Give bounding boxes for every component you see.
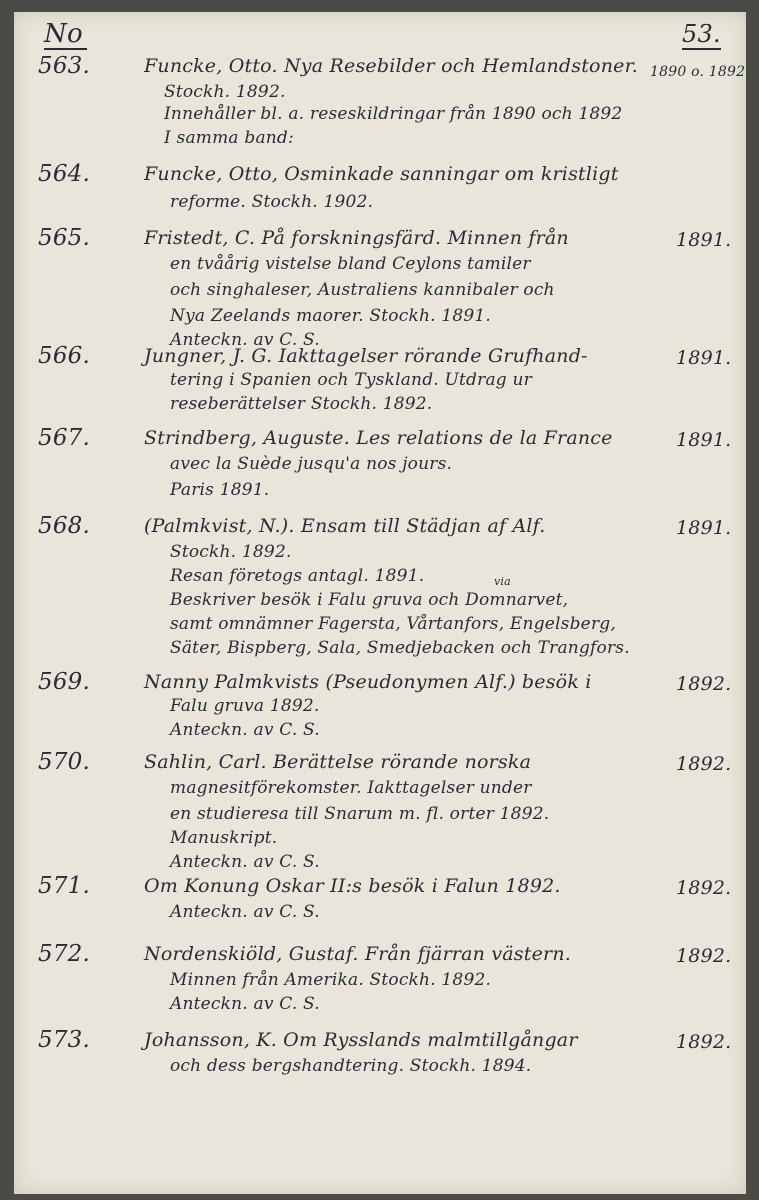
entry-line: Strindberg, Auguste. Les relations de la France bbox=[144, 427, 613, 449]
entry-number: 564. bbox=[38, 161, 91, 187]
entry-line: Om Konung Oskar II:s besök i Falun 1892. bbox=[144, 875, 561, 897]
entry-line: tering i Spanien och Tyskland. Utdrag ur bbox=[170, 370, 532, 390]
entry-line: Johansson, K. Om Rysslands malmtillgångar bbox=[144, 1029, 578, 1051]
entry-line: en studieresa till Snarum m. fl. orter 1892. bbox=[170, 804, 550, 824]
entry-line: avec la Suède jusqu'a nos jours. bbox=[170, 454, 453, 474]
entry-line: Minnen från Amerika. Stockh. 1892. bbox=[170, 970, 492, 990]
entry-line: Anteckn. av C. S. bbox=[170, 330, 320, 350]
entry-year: 1892. bbox=[676, 877, 732, 899]
entry-line: Anteckn. av C. S. bbox=[170, 994, 320, 1014]
entry-year: 1891. bbox=[676, 347, 732, 369]
entry-number: 563. bbox=[38, 53, 91, 79]
entry-line: och singhaleser, Australiens kannibaler och bbox=[170, 280, 555, 300]
entry-line: Funcke, Otto, Osminkade sanningar om kristligt bbox=[144, 163, 619, 185]
entry-line: samt omnämner Fagersta, Vårtanfors, Engelsberg, bbox=[170, 614, 616, 634]
entry-line: en tvåårig vistelse bland Ceylons tamiler bbox=[170, 254, 531, 274]
entry-line: magnesitförekomster. Iakttagelser under bbox=[170, 778, 532, 798]
entry-line: Nordenskiöld, Gustaf. Från fjärran västern. bbox=[144, 943, 571, 965]
entry-number: 573. bbox=[38, 1027, 91, 1053]
entry-line: Resan företogs antagl. 1891. bbox=[170, 566, 425, 586]
entry-year: 1891. bbox=[676, 517, 732, 539]
entry-line: Funcke, Otto. Nya Resebilder och Hemlandstoner. bbox=[144, 55, 639, 77]
entry-line: Stockh. 1892. bbox=[170, 542, 292, 562]
entry-line: reforme. Stockh. 1902. bbox=[170, 192, 374, 212]
ledger-page bbox=[14, 12, 750, 1194]
entry-line: Beskriver besök i Falu gruva och Domnarvet, bbox=[170, 590, 569, 610]
entry-line: Fristedt, C. På forskningsfärd. Minnen från bbox=[144, 227, 569, 249]
number-column-header: No bbox=[44, 20, 87, 50]
entry-number: 566. bbox=[38, 343, 91, 369]
entry-line: Säter, Bispberg, Sala, Smedjebacken och Trangfors. bbox=[170, 638, 630, 658]
entry-year: 1892. bbox=[676, 673, 732, 695]
entry-line: Manuskript. bbox=[170, 828, 278, 848]
entry-year: 1892. bbox=[676, 945, 732, 967]
entry-line: Sahlin, Carl. Berättelse rörande norska bbox=[144, 751, 532, 773]
entry-number: 572. bbox=[38, 941, 91, 967]
superscript-insertion: via bbox=[494, 575, 511, 588]
entry-line: Anteckn. av C. S. bbox=[170, 720, 320, 740]
entry-year: 1892. bbox=[676, 753, 732, 775]
entry-line: I samma band: bbox=[164, 128, 294, 148]
entry-number: 570. bbox=[38, 749, 91, 775]
entry-year: 1890 o. 1892. bbox=[650, 64, 750, 80]
entry-line: Paris 1891. bbox=[170, 480, 270, 500]
entry-number: 565. bbox=[38, 225, 91, 251]
entry-year: 1892. bbox=[676, 1031, 732, 1053]
entry-line: och dess bergshandtering. Stockh. 1894. bbox=[170, 1056, 532, 1076]
entry-line: Anteckn. av C. S. bbox=[170, 902, 320, 922]
entry-number: 569. bbox=[38, 669, 91, 695]
entry-year: 1891. bbox=[676, 429, 732, 451]
entry-line: reseberättelser Stockh. 1892. bbox=[170, 394, 433, 414]
entry-year: 1891. bbox=[676, 229, 732, 251]
entry-line: Anteckn. av C. S. bbox=[170, 852, 320, 872]
page-number: 53. bbox=[682, 20, 721, 48]
entry-line: Falu gruva 1892. bbox=[170, 696, 320, 716]
entry-number: 568. bbox=[38, 513, 91, 539]
entry-line: Nya Zeelands maorer. Stockh. 1891. bbox=[170, 306, 491, 326]
entry-line: Innehåller bl. a. reseskildringar från 1890 och 1892 bbox=[164, 104, 623, 124]
entry-line: Jungner, J. G. Iakttagelser rörande Grufhand- bbox=[144, 345, 588, 367]
entry-number: 571. bbox=[38, 873, 91, 899]
entry-line: Nanny Palmkvists (Pseudonymen Alf.) besök i bbox=[144, 671, 592, 693]
entry-number: 567. bbox=[38, 425, 91, 451]
entry-line: (Palmkvist, N.). Ensam till Städjan af Alf. bbox=[144, 515, 546, 537]
entry-line: Stockh. 1892. bbox=[164, 82, 286, 102]
